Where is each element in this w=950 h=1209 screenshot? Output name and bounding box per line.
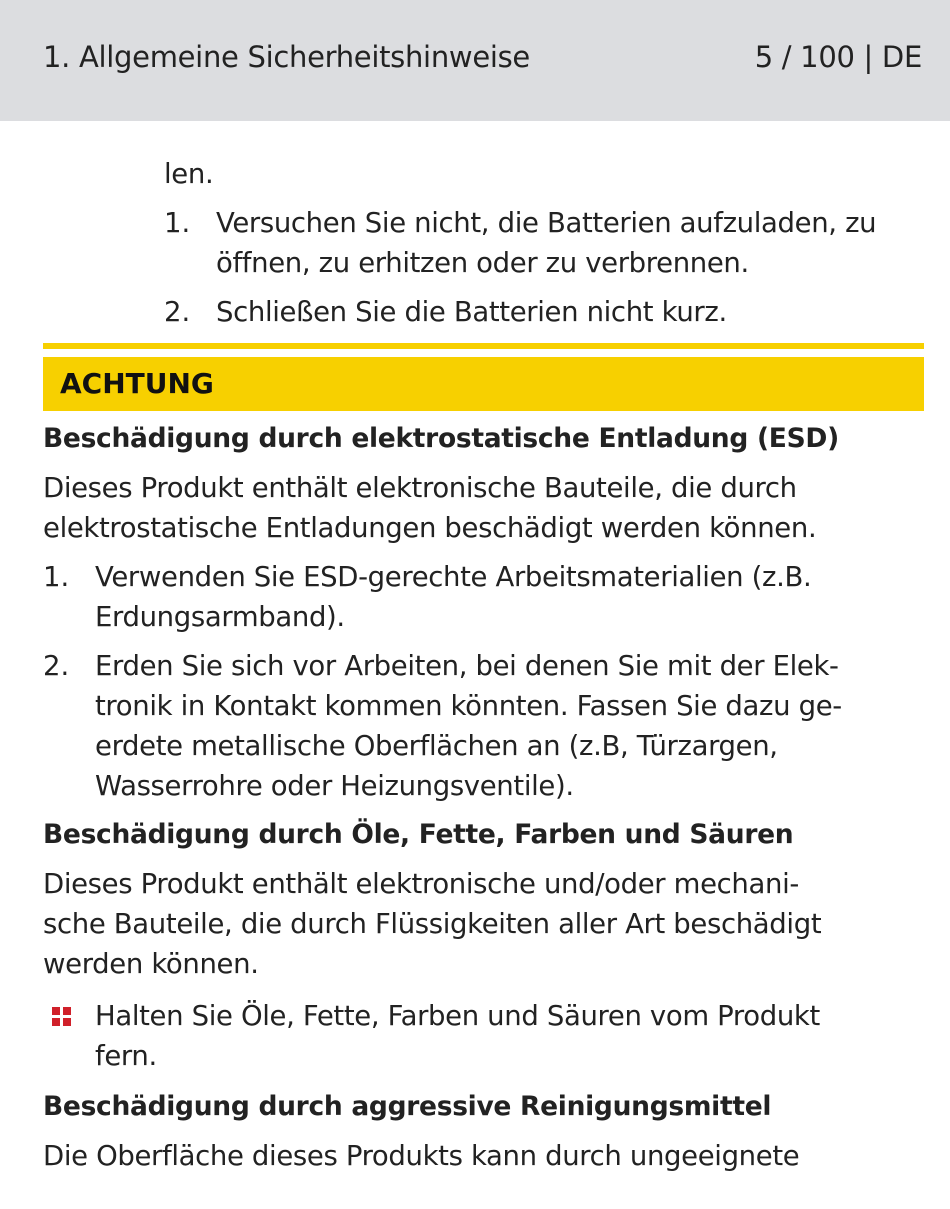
list-item-line: öffnen, zu erhitzen oder zu verbrennen.	[216, 247, 749, 279]
list-item-line: Erdungsarmband).	[95, 601, 345, 633]
warning-label: ACHTUNG	[60, 367, 214, 400]
list-number: 2.	[43, 650, 70, 682]
list-number: 1.	[164, 207, 191, 239]
page-header	[0, 0, 950, 121]
cleaning-heading: Beschädigung durch aggressive Reinigungsmittel	[43, 1091, 772, 1122]
esd-intro-line: elektrostatische Entladungen beschädigt werden können.	[43, 512, 817, 544]
bullet-line: fern.	[95, 1040, 157, 1072]
list-number: 1.	[43, 561, 70, 593]
list-item-line: Wasserrohre oder Heizungsventile).	[95, 770, 574, 802]
list-item-line: Erden Sie sich vor Arbeiten, bei denen Sie mit der Elek-	[95, 650, 839, 682]
page-info: 5 / 100 | DE	[754, 40, 922, 74]
list-item-line: Versuchen Sie nicht, die Batterien aufzuladen, zu	[216, 207, 877, 239]
list-item-line: erdete metallische Oberflächen an (z.B, Türzargen,	[95, 730, 778, 762]
oils-intro-line: sche Bauteile, die durch Flüssigkeiten aller Art beschädigt	[43, 908, 822, 940]
oils-heading: Beschädigung durch Öle, Fette, Farben und Säuren	[43, 819, 794, 850]
red-square-bullet-icon	[52, 1007, 72, 1027]
list-item-line: Schließen Sie die Batterien nicht kurz.	[216, 296, 727, 328]
esd-intro-line: Dieses Produkt enthält elektronische Bauteile, die durch	[43, 472, 797, 504]
list-number: 2.	[164, 296, 191, 328]
warning-banner	[43, 357, 924, 411]
oils-intro-line: werden können.	[43, 948, 259, 980]
esd-heading: Beschädigung durch elektrostatische Entladung (ESD)	[43, 423, 839, 454]
oils-intro-line: Dieses Produkt enthält elektronische und/oder mechani-	[43, 868, 799, 900]
bullet-line: Halten Sie Öle, Fette, Farben und Säuren vom Produkt	[95, 1000, 820, 1032]
section-title: 1. Allgemeine Sicherheitshinweise	[43, 40, 530, 74]
warning-rule	[43, 343, 924, 349]
cleaning-intro-line: Die Oberfläche dieses Produkts kann durch ungeeignete	[43, 1140, 800, 1172]
continued-text: len.	[164, 158, 214, 190]
list-item-line: Verwenden Sie ESD-gerechte Arbeitsmaterialien (z.B.	[95, 561, 812, 593]
list-item-line: tronik in Kontakt kommen könnten. Fassen Sie dazu ge-	[95, 690, 842, 722]
